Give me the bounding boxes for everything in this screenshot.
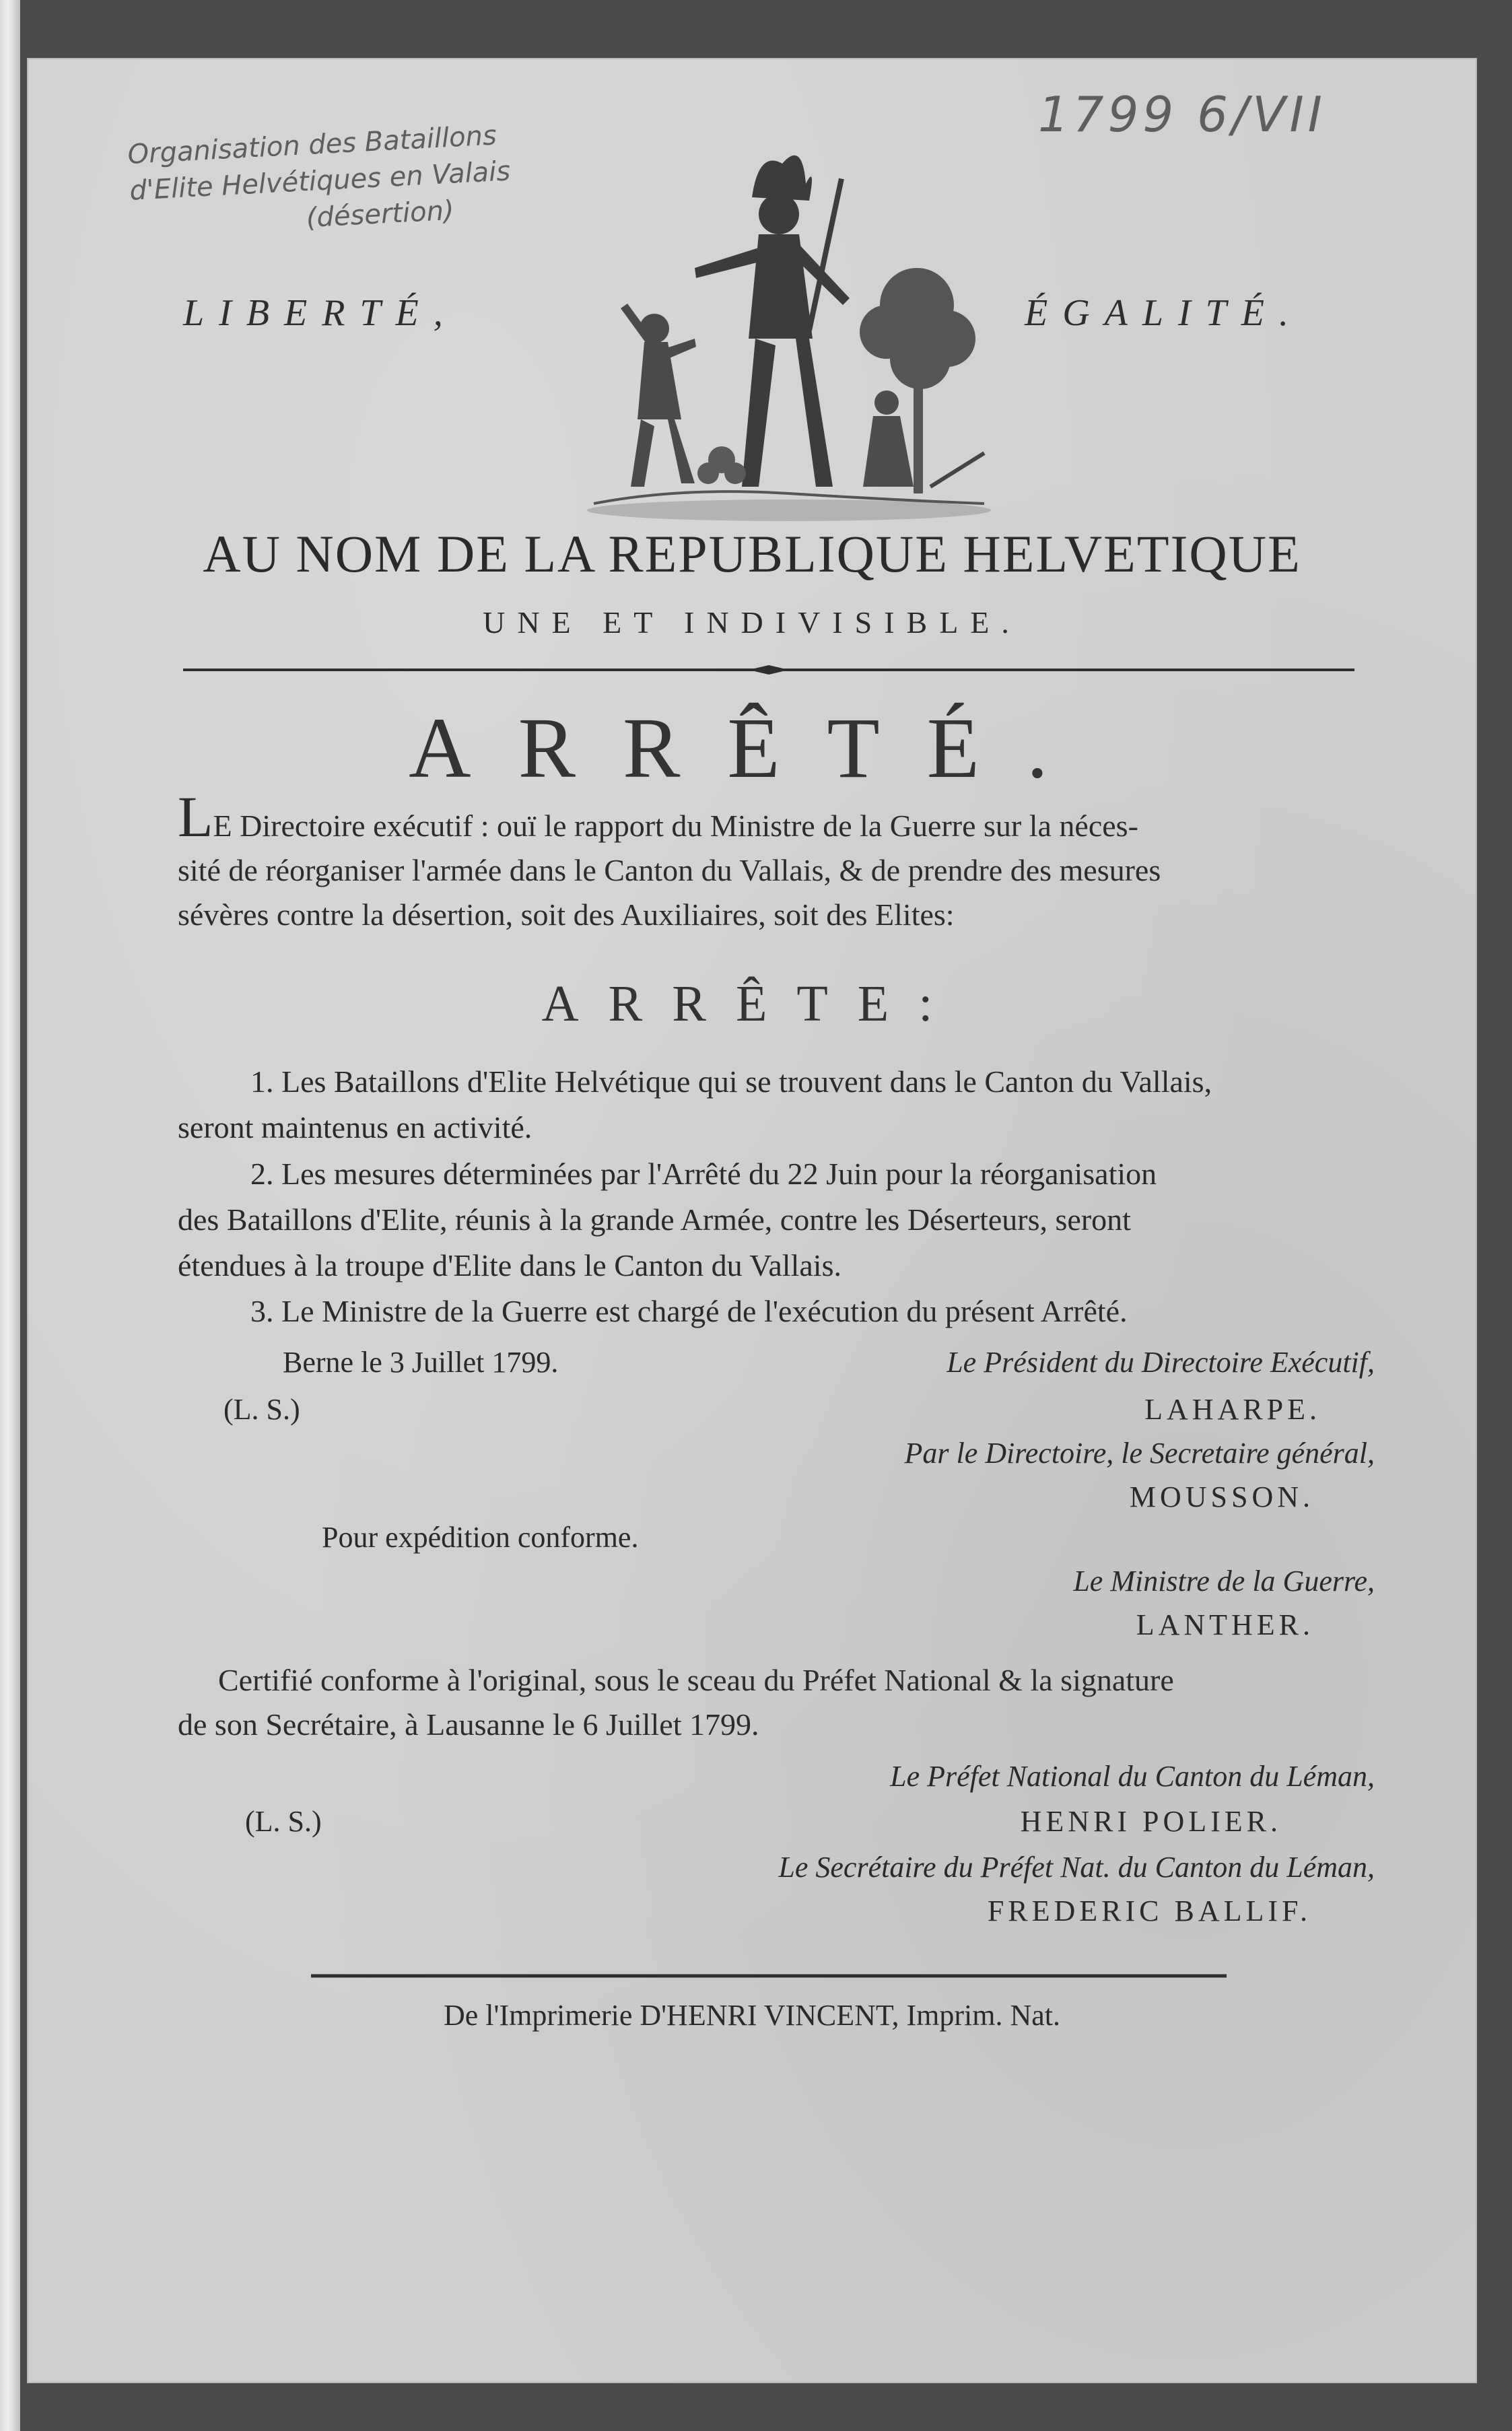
document-title: ARRÊTÉ. <box>409 700 1095 796</box>
article-line: étendues à la troupe d'Elite dans le Canton du Vallais. <box>178 1248 841 1282</box>
prefet-name: HENRI POLIER. <box>1020 1805 1282 1838</box>
motto-liberte: LIBERTÉ, <box>183 292 458 334</box>
preamble <box>178 784 1389 937</box>
handwritten-note-right: 1799 6/VII <box>1038 86 1326 143</box>
article-2 <box>178 1151 1389 1289</box>
certification-line: de son Secrétaire, à Lausanne le 6 Juillet 1799. <box>178 1707 759 1742</box>
minister-title: Le Ministre de la Guerre, <box>1073 1565 1375 1598</box>
arrete-heading: ARRÊTE: <box>541 975 963 1032</box>
article-line: 1. Les Bataillons d'Elite Helvétique qui se trouvent dans le Canton du Vallais, <box>250 1064 1212 1099</box>
drop-cap: L <box>178 784 213 849</box>
seal-ls-1: (L. S.) <box>224 1393 300 1426</box>
certification-line: Certifié conforme à l'original, sous le sceau du Préfet National & la signature <box>218 1663 1174 1697</box>
motto-egalite: ÉGALITÉ. <box>1025 292 1303 334</box>
document-sheet <box>28 59 1476 2382</box>
prefet-title: Le Préfet National du Canton du Léman, <box>890 1760 1375 1793</box>
handwritten-note-line: (désertion) <box>305 195 455 234</box>
president-title: Le Président du Directoire Exécutif, <box>947 1346 1375 1379</box>
preamble-line: sité de réorganiser l'armée dans le Canton du Vallais, & de prendre des mesures <box>178 853 1161 887</box>
article-line: 3. Le Ministre de la Guerre est chargé de l'exécution du présent Arrêté. <box>250 1294 1128 1328</box>
preamble-line: sévères contre la désertion, soit des Auxiliaires, soit des Elites: <box>178 897 955 932</box>
printer-imprint: De l'Imprimerie D'HENRI VINCENT, Imprim. Nat. <box>443 1999 1061 2032</box>
secretary-name: MOUSSON. <box>1129 1480 1314 1513</box>
article-line: des Bataillons d'Elite, réunis à la grande Armée, contre les Déserteurs, seront <box>178 1202 1131 1237</box>
handwritten-note-left <box>127 110 643 246</box>
president-name: LAHARPE. <box>1144 1393 1321 1426</box>
preamble-line <box>178 784 1389 849</box>
handwritten-note-line: Organisation des Bataillons <box>127 120 497 170</box>
article-line: seront maintenus en activité. <box>178 1110 532 1144</box>
indivisible-heading: UNE ET INDIVISIBLE. <box>483 605 1021 640</box>
article-line: 2. Les mesures déterminées par l'Arrêté du 22 Juin pour la réorganisation <box>250 1157 1157 1191</box>
article-3 <box>178 1289 1389 1334</box>
prefet-secretary-name: FREDERIC BALLIF. <box>987 1894 1311 1927</box>
engraving-vignette <box>580 137 998 524</box>
secretary-title: Par le Directoire, le Secretaire général, <box>904 1437 1375 1470</box>
article-1 <box>178 1059 1389 1151</box>
place-date: Berne le 3 Juillet 1799. <box>283 1346 559 1379</box>
seal-ls-2: (L. S.) <box>245 1805 322 1838</box>
expedition-conforme: Pour expédition conforme. <box>322 1521 639 1554</box>
republic-heading: AU NOM DE LA REPUBLIQUE HELVETIQUE <box>203 524 1301 583</box>
prefet-secretary-title: Le Secrétaire du Préfet Nat. du Canton du Léman, <box>778 1851 1375 1884</box>
certification <box>178 1658 1403 1747</box>
preamble-text: E Directoire exécutif : ouï le rapport du Ministre de la Guerre sur la néces- <box>213 809 1138 843</box>
ornamental-rule-bottom <box>311 1971 1227 1981</box>
minister-name: LANTHER. <box>1136 1608 1314 1641</box>
handwritten-note-line: d'Elite Helvétiques en Valais <box>129 156 512 207</box>
ornamental-rule-top <box>183 665 1354 675</box>
book-spine <box>0 0 20 2431</box>
